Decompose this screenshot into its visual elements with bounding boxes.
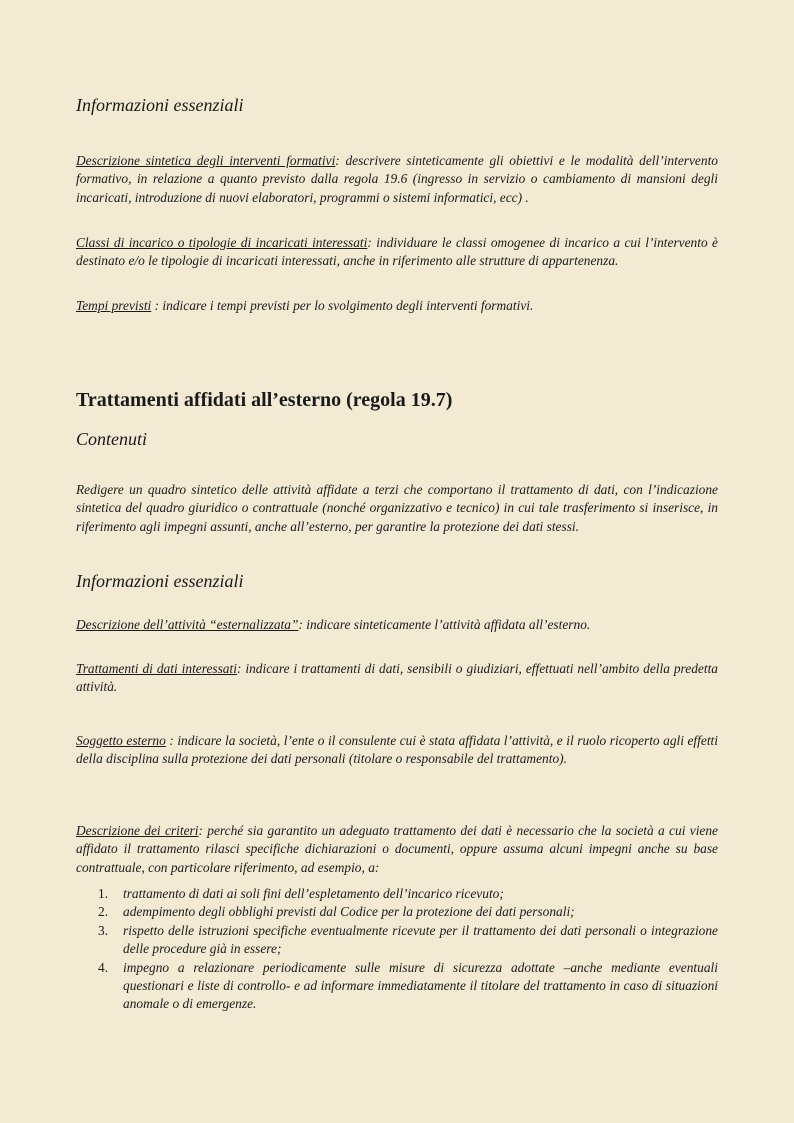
item-separator: : [335, 153, 340, 168]
item-text: descrivere sinteticamente gli obiettivi e le modalità dell’intervento formativo, in relazione a quanto previsto dalla regola 19.6 (ingresso in servizio o cambiamento di mansioni degli incaricati, introduzione di nuovi elaboratori, programmi o sistemi informatici, ecc) . [76, 153, 718, 205]
paragraph-descrizione-interventi [76, 152, 718, 207]
section-heading-contenuti: Contenuti [76, 429, 147, 449]
item-label: Tempi previsti [76, 298, 152, 313]
item-text: individuare le classi omogenee di incarico a cui l’intervento è destinato e/o le tipologie di incaricati interessati, anche in riferimento alle strutture di appartenenza. [76, 235, 719, 269]
item-text: indicare i tempi previsti per lo svolgimento degli interventi formativi. [159, 298, 534, 313]
item-separator: : [198, 823, 203, 838]
section-title-trattamenti-esterno: Trattamenti affidati all’esterno (regola 19.7) [76, 389, 453, 411]
item-separator: : [151, 298, 160, 313]
item-text: indicare i trattamenti di dati, sensibili o giudiziari, effettuati nell’ambito della predetta attività. [76, 661, 718, 695]
list-item [76, 922, 718, 959]
paragraph-trattamenti-interessati [76, 660, 718, 697]
item-separator: : [367, 235, 372, 250]
item-label: Descrizione sintetica degli interventi formativi [76, 153, 336, 168]
list-item [76, 903, 718, 921]
paragraph-attivita-esternalizzata [76, 616, 718, 634]
list-item-number: 1. [98, 886, 109, 901]
section-heading-informazioni-essenziali: Informazioni essenziali [76, 95, 244, 115]
paragraph-soggetto-esterno [76, 732, 718, 769]
list-item-number: 2. [98, 904, 109, 920]
item-label: Descrizione dei criteri [76, 823, 199, 838]
item-text: indicare la società, l’ente o il consulente cui è stata affidata l’attività, e il ruolo ricoperto agli effetti della disciplina sulla protezione dei dati personali (titolare o responsabile del trattamento). [76, 733, 718, 767]
section-heading-informazioni-essenziali-2: Informazioni essenziali [76, 571, 244, 591]
list-item-text: adempimento degli obblighi previsti dal Codice per la protezione dei dati personali; [123, 904, 575, 920]
list-item-text: trattamento di dati ai soli fini dell’espletamento dell’incarico ricevuto; [123, 886, 504, 901]
item-text: perché sia garantito un adeguato trattamento dei dati è necessario che la società a cui viene affidato il trattamento rilasci specifiche dichiarazioni o documenti, oppure assuma alcuni impegni anche su base contrattuale, con particolare riferimento, ad esempio, a: [76, 823, 718, 875]
item-label: Classi di incarico o tipologie di incaricati interessati [76, 235, 368, 250]
item-label: Soggetto esterno [76, 733, 166, 748]
item-separator: : [165, 733, 174, 748]
paragraph-tempi-previsti [76, 297, 718, 315]
item-label: Trattamenti di dati interessati [76, 661, 237, 676]
item-label: Descrizione dell’attività “esternalizzata” [76, 617, 299, 632]
list-item-number: 3. [98, 922, 109, 938]
paragraph-descrizione-criteri [76, 822, 718, 877]
list-item-text: rispetto delle istruzioni specifiche eventualmente ricevute per il trattamento dei dati personali o integrazione delle procedure già in essere; [123, 922, 718, 957]
criteria-list [76, 885, 718, 1014]
paragraph-classi-incarico [76, 234, 718, 271]
paragraph-contenuti: Redigere un quadro sintetico delle attività affidate a terzi che comportano il trattamento di dati, con l’indicazione sintetica del quadro giuridico o contrattuale (nonché organizzativo e tecnico) in cui tale trasferimento si inserisce, in riferimento agli impegni assunti, anche all’esterno, per garantire la protezione dei dati stessi. [76, 482, 718, 534]
list-item [76, 959, 718, 1014]
list-item [76, 885, 718, 903]
list-item-text: impegno a relazionare periodicamente sulle misure di sicurezza adottate –anche mediante eventuali questionari e liste di controllo- e ad informare immediatamente il titolare del trattamento in caso di situazioni anomale o di emergenze. [123, 959, 718, 1012]
item-separator: : [236, 661, 242, 676]
item-separator: : [298, 617, 303, 632]
item-text: indicare sinteticamente l’attività affidata all’esterno. [302, 617, 591, 632]
list-item-number: 4. [98, 959, 109, 975]
